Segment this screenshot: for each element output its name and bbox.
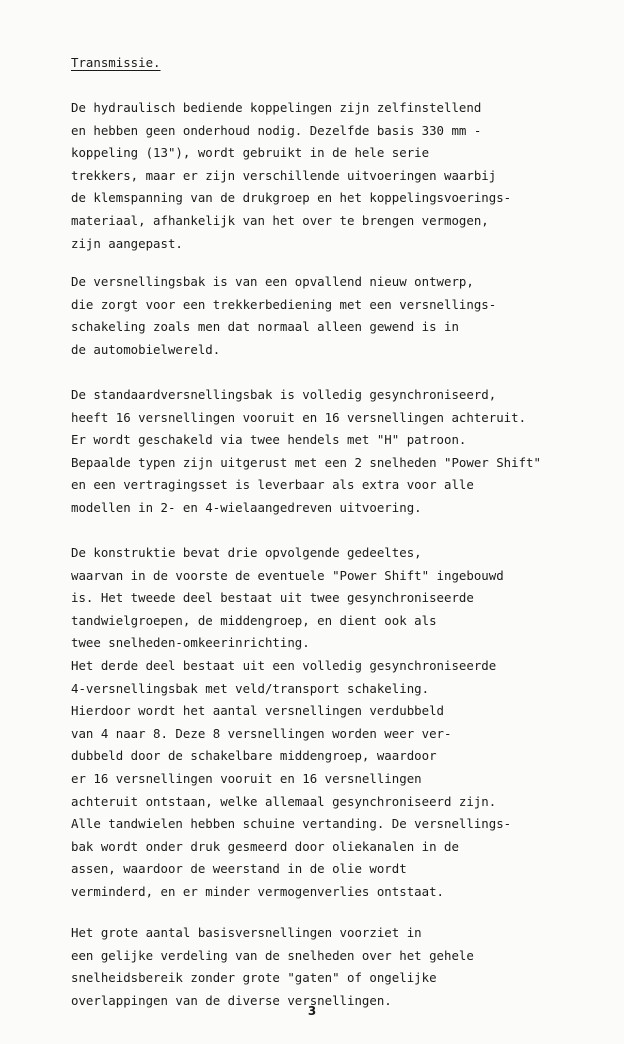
text-line: zijn aangepast. (71, 235, 183, 251)
text-line: en een vertragingsset is leverbaar als extra voor alle (71, 477, 474, 493)
paragraph-construction (71, 542, 511, 904)
paragraph-clutch (71, 97, 511, 255)
text-line: trekkers, maar er zijn verschillende uitvoeringen waarbij (71, 167, 497, 183)
text-line: van 4 naar 8. Deze 8 versnellingen worden weer ver- (71, 725, 452, 741)
text-line: Bepaalde typen zijn uitgerust met een 2 snelheden "Power Shift" (71, 454, 541, 470)
paragraph-gearbox-design (71, 271, 496, 361)
text-line: materiaal, afhankelijk van het over te brengen vermogen, (71, 212, 489, 228)
text-line: De hydraulisch bediende koppelingen zijn zelfinstellend (71, 100, 482, 115)
text-line: en hebben geen onderhoud nodig. Dezelfde basis 330 mm - (71, 122, 482, 138)
text-line: De versnellingsbak is van een opvallend nieuw ontwerp, (71, 274, 474, 289)
text-line: overlappingen van de diverse versnellingen. (71, 992, 392, 1008)
text-line: De konstruktie bevat drie opvolgende gedeeltes, (71, 545, 422, 560)
text-line: assen, waardoor de weerstand in de olie wordt (71, 861, 407, 877)
page-number: 3 (307, 1004, 317, 1018)
text-line: twee snelheden-omkeerinrichting. (71, 635, 310, 651)
text-line: de automobielwereld. (71, 341, 221, 357)
text-line: Het grote aantal basisversnellingen voorziet in (71, 925, 422, 940)
paragraph-standard-gearbox (71, 384, 541, 520)
text-line: De standaardversnellingsbak is volledig gesynchroniseerd, (71, 387, 497, 402)
text-line: de klemspanning van de drukgroep en het koppelingsvoerings- (71, 190, 512, 206)
text-line: Er wordt geschakeld via twee hendels met "H" patroon. (71, 432, 467, 448)
text-line: waarvan in de voorste de eventuele "Power Shift" ingebouwd (71, 567, 504, 583)
text-line: schakeling zoals men dat normaal alleen gewend is in (71, 319, 459, 335)
text-line: dubbeld door de schakelbare middengroep, waardoor (71, 748, 437, 764)
text-line: er 16 versnellingen vooruit en 16 versnellingen (71, 770, 422, 786)
text-line: een gelijke verdeling van de snelheden over het gehele (71, 947, 474, 963)
text-line: verminderd, en er minder vermogenverlies ontstaat. (71, 883, 444, 899)
text-line: Alle tandwielen hebben schuine vertanding. De versnellings- (71, 816, 512, 832)
text-line: bak wordt onder druk gesmeerd door oliekanalen in de (71, 838, 459, 854)
text-line: heeft 16 versnellingen vooruit en 16 versnellingen achteruit. (71, 409, 527, 425)
section-heading: Transmissie. (71, 55, 161, 70)
paragraph-basic-gears (71, 922, 474, 1012)
text-line: tandwielgroepen, de middengroep, en dient ook als (71, 612, 437, 628)
text-line: koppeling (13"), wordt gebruikt in de hele serie (71, 145, 430, 161)
text-line: modellen in 2- en 4-wielaangedreven uitvoering. (71, 499, 422, 515)
text-line: Het derde deel bestaat uit een volledig gesynchroniseerde (71, 657, 497, 673)
text-line: die zorgt voor een trekkerbediening met een versnellings- (71, 296, 497, 312)
text-line: Hierdoor wordt het aantal versnellingen verdubbeld (71, 703, 444, 719)
text-line: is. Het tweede deel bestaat uit twee gesynchroniseerde (71, 590, 474, 606)
text-line: snelheidsbereik zonder grote "gaten" of ongelijke (71, 970, 437, 986)
text-line: 4-versnellingsbak met veld/transport schakeling. (71, 680, 430, 696)
text-line: achteruit ontstaan, welke allemaal gesynchroniseerd zijn. (71, 793, 497, 809)
